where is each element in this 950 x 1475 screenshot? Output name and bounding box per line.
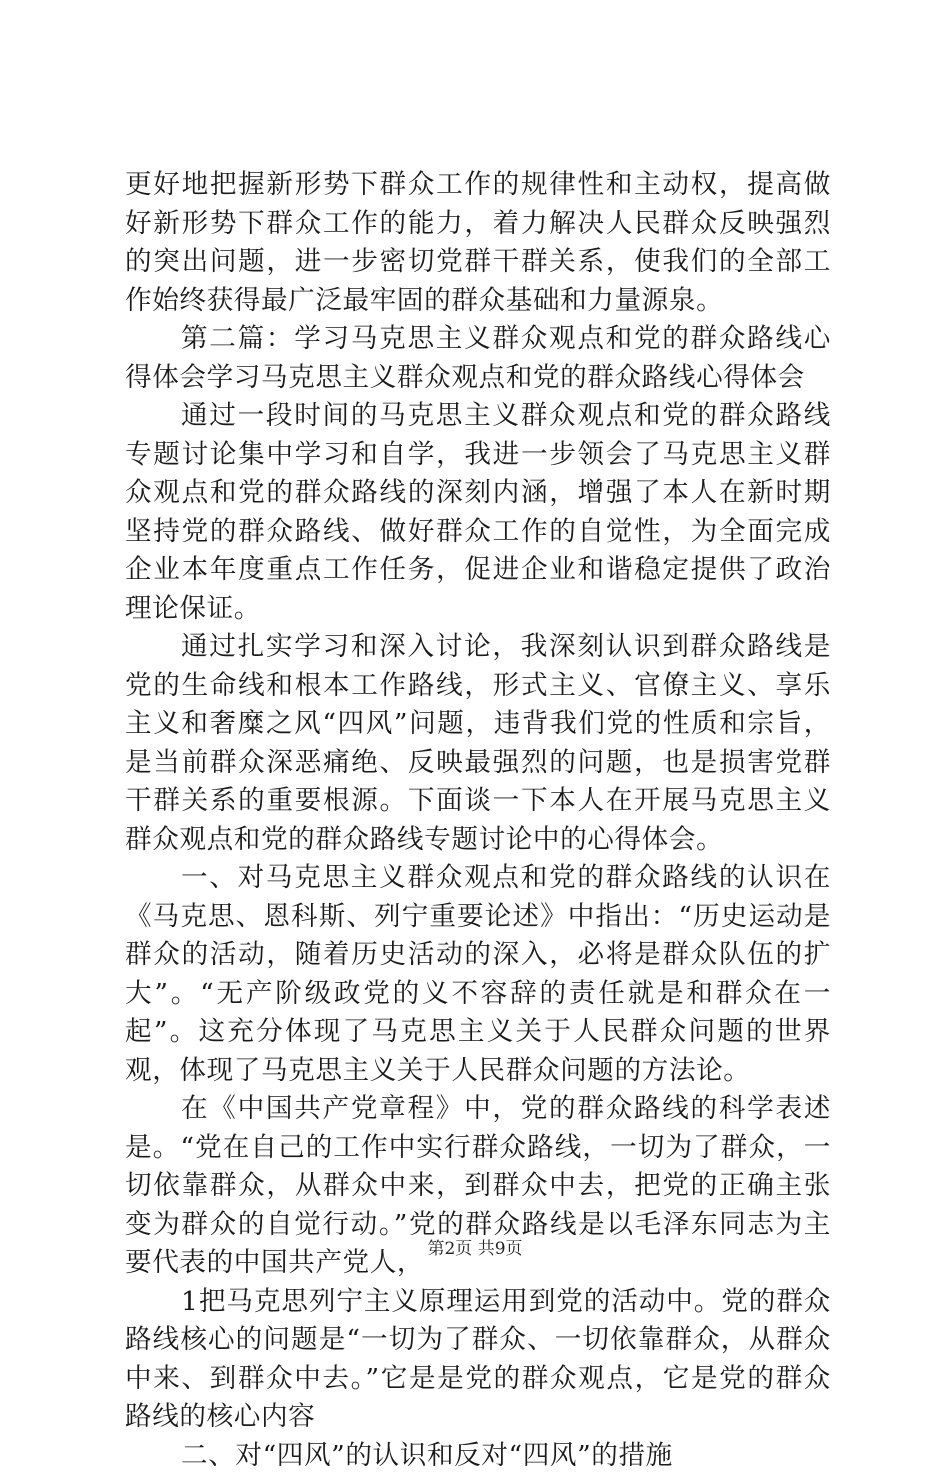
- paragraph-3: 通过一段时间的马克思主义群众观点和党的群众路线专题讨论集中学习和自学，我进一步领会了马克思主义群众观点和党的群众路线的深刻内涵，增强了本人在新时期坚持党的群众路线、做好群众工作的自觉性，为全面完成企业本年度重点工作任务，促进企业和谐稳定提供了政治理论保证。: [125, 397, 831, 628]
- paragraph-7: 1把马克思列宁主义原理运用到党的活动中。党的群众路线核心的问题是“一切为了群众、一切依靠群众，从群众中来、到群众中去。”它是是党的群众观点，它是党的群众路线的核心内容: [125, 1283, 831, 1437]
- paragraph-5: 一、对马克思主义群众观点和党的群众路线的认识在《马克思、恩科斯、列宁重要论述》中指出：“历史运动是群众的活动，随着历史活动的深入，必将是群众队伍的扩大”。“无产阶级政党的义不容辞的责任就是和群众在一起”。这充分体现了马克思主义关于人民群众问题的世界观，体现了马克思主义关于人民群众问题的方法论。: [125, 859, 831, 1090]
- paragraph-4: 通过扎实学习和深入讨论，我深刻认识到群众路线是党的生命线和根本工作路线，形式主义、官僚主义、享乐主义和奢糜之风“四风”问题，违背我们党的性质和宗旨，是当前群众深恶痛绝、反映最强烈的问题，也是损害党群干群关系的重要根源。下面谈一下本人在开展马克思主义群众观点和党的群众路线专题讨论中的心得体会。: [125, 628, 831, 859]
- page-number: 第2页 共9页: [427, 1238, 522, 1260]
- document-body: [125, 166, 831, 1475]
- paragraph-1: 更好地把握新形势下群众工作的规律性和主动权，提高做好新形势下群众工作的能力，着力解决人民群众反映强烈的突出问题，进一步密切党群干群关系，使我们的全部工作始终获得最广泛最牢固的群众基础和力量源泉。: [125, 166, 831, 320]
- paragraph-2-title: 第二篇：学习马克思主义群众观点和党的群众路线心得体会学习马克思主义群众观点和党的群众路线心得体会: [125, 320, 831, 397]
- paragraph-6: 在《中国共产党章程》中，党的群众路线的科学表述是。“党在自己的工作中实行群众路线，一切为了群众，一切依靠群众，从群众中来，到群众中去，把党的正确主张变为群众的自觉行动。”党的群众路线是以毛泽东同志为主要代表的中国共产党人，: [125, 1090, 831, 1283]
- paragraph-8-heading: 二、对“四风”的认识和反对“四风”的措施: [125, 1437, 831, 1475]
- page-footer: [0, 1238, 950, 1260]
